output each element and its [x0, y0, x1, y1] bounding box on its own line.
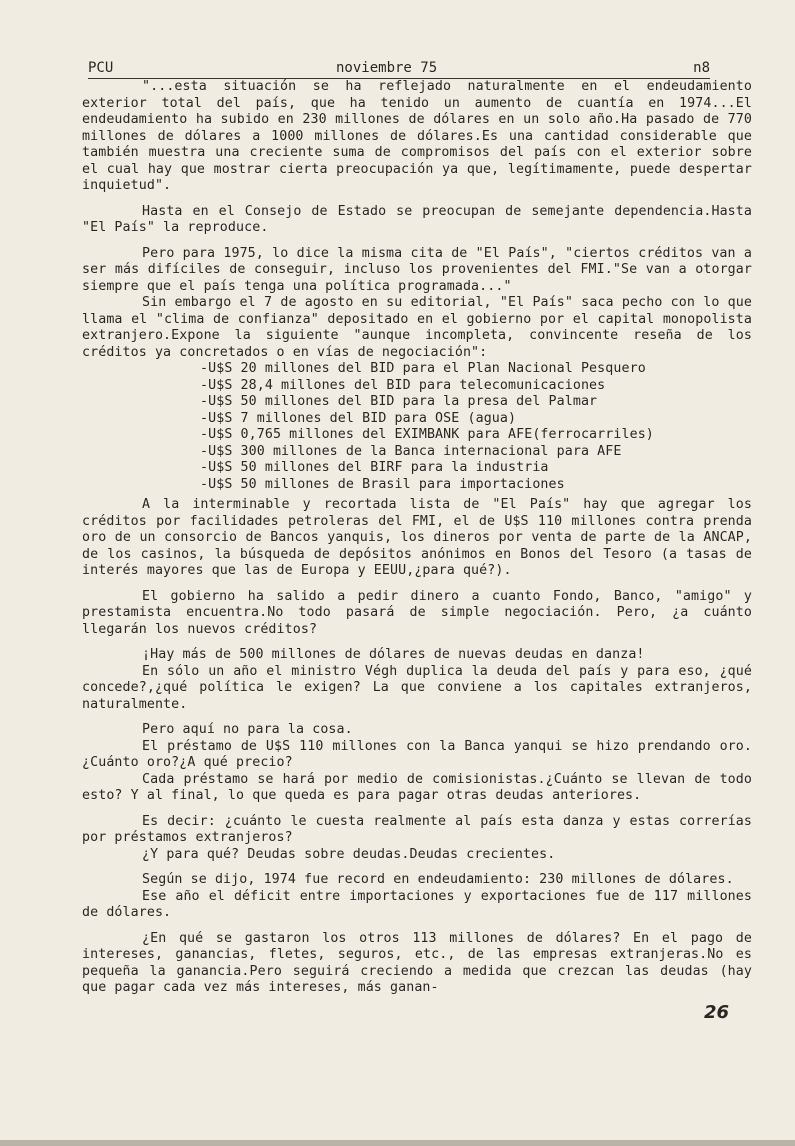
header-issue: n8	[693, 60, 710, 76]
credits-list	[82, 361, 752, 493]
credit-item: -U$S 28,4 millones del BID para telecomunicaciones	[200, 377, 606, 393]
body-paragraph: ¿En qué se gastaron los otros 113 millones de dólares? En el pago de intereses, ganancias, fletes, seguros, etc., de las empresas extranjeras.No es pequeña la ganancia.Pero seguirá creciendo a medida que crezcan las deudas (hay que pagar cada vez más intereses, más ganan-	[82, 930, 752, 995]
credit-item: -U$S 300 millones de la Banca internacional para AFE	[200, 443, 622, 459]
body-paragraph: Pero para 1975, lo dice la misma cita de "El País", "ciertos créditos van a ser más difíciles de conseguir, incluso los provenientes del FMI."Se van a otorgar siempre que el país tenga una política programada..."	[82, 245, 752, 294]
page-bottom-edge	[0, 1140, 795, 1146]
header-date: noviembre 75	[336, 60, 438, 76]
body-paragraph: Es decir: ¿cuánto le cuesta realmente al país esta danza y estas correrías por préstamos extranjeros?	[82, 813, 752, 845]
body-paragraph: A la interminable y recortada lista de "El País" hay que agregar los créditos por facilidades petroleras del FMI, el de U$S 110 millones contra prenda oro de un consorcio de Bancos yanquis, los dineros por venta de parte de la ANCAP, de los casinos, la búsqueda de depósitos anónimos en Bonos del Tesoro (a tasas de interés mayores que las de Europa y EEUU,¿para qué?).	[82, 497, 752, 578]
credit-item: -U$S 50 millones del BID para la presa del Palmar	[200, 394, 598, 409]
body-paragraph: Sin embargo el 7 de agosto en su editorial, "El País" saca pecho con lo que llama el "clima de confianza" depositado en el gobierno por el capital monopolista extranjero.Expone la siguiente "aunque incompleta, convincente reseña de los créditos ya concretados o en vías de negociación":	[82, 295, 752, 360]
credit-item: -U$S 50 millones del BIRF para la industria	[200, 460, 549, 475]
quote-paragraph: "...esta situación se ha reflejado naturalmente en el endeudamiento exterior total del país, que ha tenido un aumento de cuantía en 1974...El endeudamiento ha subido en 230 millones de dólares en un solo año.Ha pasado de 770 millones de dólares a 1000 millones de dólares.Es una cantidad considerable que también muestra una creciente suma de compromisos del país con el exterior sobre el cual hay que mostrar cierta preocupación ya que, legítimamente, puede despertar inquietud".	[82, 79, 752, 193]
body-paragraph: Hasta en el Consejo de Estado se preocupan de semejante dependencia.Hasta "El País" la reproduce.	[82, 203, 752, 235]
credit-item: -U$S 0,765 millones del EXIMBANK para AFE(ferrocarriles)	[200, 427, 654, 442]
body-paragraph: El préstamo de U$S 110 millones con la Banca yanqui se hizo prendando oro.¿Cuánto oro?¿A qué precio?	[82, 738, 752, 770]
body-paragraph: ¡Hay más de 500 millones de dólares de nuevas deudas en danza!	[142, 647, 645, 662]
credit-item: -U$S 20 millones del BID para el Plan Nacional Pesquero	[200, 361, 646, 376]
body-paragraph: Cada préstamo se hará por medio de comisionistas.¿Cuánto se llevan de todo esto? Y al final, lo que queda es para pagar otras deudas anteriores.	[82, 771, 752, 803]
page-header	[88, 60, 710, 80]
body-paragraph: Según se dijo, 1974 fue record en endeudamiento: 230 millones de dólares.	[142, 872, 734, 887]
body-paragraph: Pero aquí no para la cosa.	[142, 722, 353, 737]
body-paragraph: En sólo un año el ministro Végh duplica la deuda del país y para eso, ¿qué concede?,¿qué política le exigen? La que conviene a los capitales extranjeros, naturalmente.	[82, 663, 752, 712]
body-paragraph: El gobierno ha salido a pedir dinero a cuanto Fondo, Banco, "amigo" y prestamista encuentra.No todo pasará de simple negociación. Pero, ¿a cuánto llegarán los nuevos créditos?	[82, 588, 752, 637]
credit-item: -U$S 7 millones del BID para OSE (agua)	[200, 410, 517, 426]
body-paragraph: Ese año el déficit entre importaciones y exportaciones fue de 117 millones de dólares.	[82, 888, 752, 920]
article-body	[82, 79, 752, 997]
page-number: 26	[704, 1002, 730, 1023]
header-publication: PCU	[88, 60, 114, 76]
credit-item: -U$S 50 millones de Brasil para importaciones	[200, 476, 565, 492]
body-paragraph: ¿Y para qué? Deudas sobre deudas.Deudas crecientes.	[142, 846, 556, 862]
